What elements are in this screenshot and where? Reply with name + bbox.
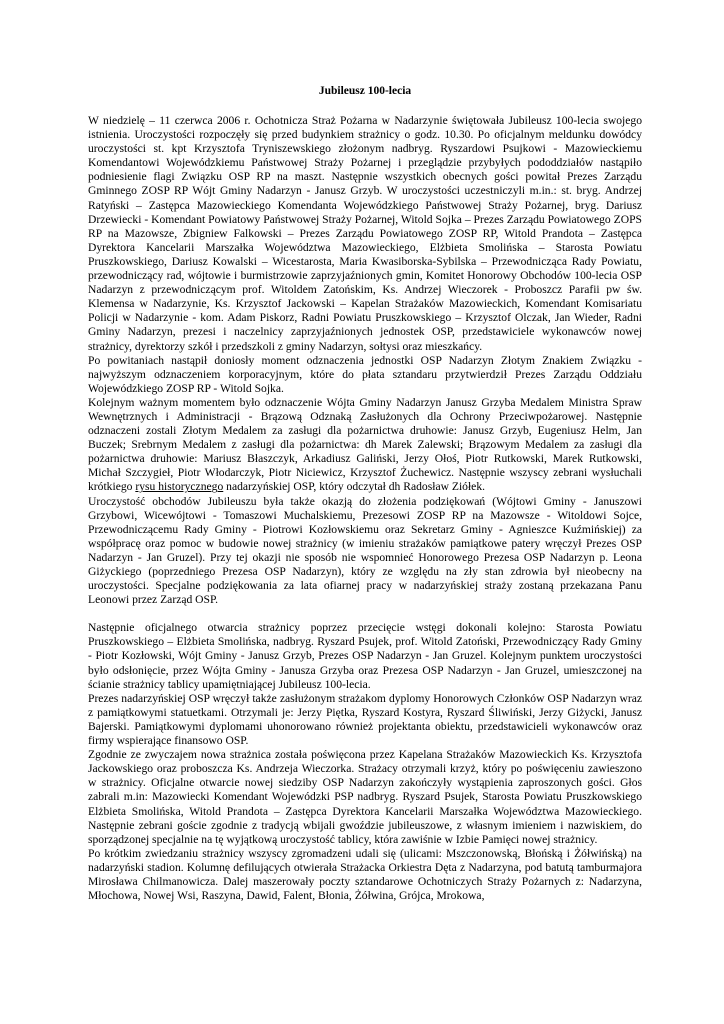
paragraph-honorary-members: Prezes nadarzyńskiej OSP wręczył także zasłużonym strażakom dyplomy Honorowych Członków OSP Nadarzyn wraz z pamiątkowymi statuetkami. Otrzymali je: Jerzy Piętka, Ryszard Kostyra, Ryszard Śliwiński, Jerzy Giżycki, Janusz Bajerski. Pamiątkowymi dyplomami uhonorowano również projektanta obiektu, przedstawicieli wykonawców oraz firmy wspierające finansowo OSP. <box>88 691 642 748</box>
document-page <box>88 84 642 903</box>
paragraph-consecration: Zgodnie ze zwyczajem nowa strażnica została poświęcona przez Kapelana Strażaków Mazowieckich Ks. Krzysztofa Jackowskiego oraz proboszcza Ks. Andrzeja Wieczorka. Strażacy otrzymali krzyż, który po poświęceniu zawieszono w strażnicy. Oficjalne otwarcie nowej siedziby OSP Nadarzyn zakończyły wystąpienia zaproszonych gości. Głos zabrali m.in: Mazowiecki Komendant Wojewódzki PSP nadbryg. Ryszard Psujek, Starosta Powiatu Pruszkowskiego Elżbieta Smolińska, Witold Prandota – Zastępca Dyrektora Kancelarii Marszałka Województwa Mazowieckiego. Następnie zebrani goście zgodnie z tradycją wbijali gwoździe jubileuszowe, z własnym imieniem i nazwiskiem, do sporządzonej specjalnie na tę wyjątkową uroczystość tablicy, która zawiśnie w Izbie Pamięci nowej strażnicy. <box>88 748 642 846</box>
paragraph-ribbon-cutting: Następnie oficjalnego otwarcia strażnicy poprzez przecięcie wstęgi dokonali kolejno: Starosta Powiatu Pruszkowskiego – Elżbieta Smolińska, nadbryg. Ryszard Psujek, prof. Witold Zatoński, Przewodniczący Rady Gminy - Piotr Kozłowski, Wójt Gminy - Janusz Grzyb, Prezes OSP Nadarzyn - Jan Gruzel. Kolejnym punktem uroczystości było odsłonięcie, przez Wójta Gminy - Janusza Grzyba oraz Prezesa OSP Nadarzyn - Jan Gruzel, umieszczonej na ścianie strażnicy tablicy upamiętniającej Jubileusz 100-lecia. <box>88 621 642 691</box>
document-title: Jubileusz 100-lecia <box>318 85 412 97</box>
history-outline-link: rysu historycznego <box>135 480 224 494</box>
paragraph-medals-tail: nadarzyńskiej OSP, który odczytał dh Radosław Ziółek. <box>223 480 486 494</box>
paragraph-medals <box>88 396 642 495</box>
paragraph-intro: W niedzielę – 11 czerwca 2006 r. Ochotnicza Straż Pożarna w Nadarzynie świętowała Jubileusz 100-lecia swojego istnienia. Uroczystości rozpoczęły się przed budynkiem strażnicy o godz. 10.30. Po oficjalnym meldunku dowódcy uroczystości st. kpt Krzysztofa Tryniszewskiego złożonym nadbryg. Ryszardowi Psujkowi - Mazowieckiemu Komendantowi Wojewódzkiemu Państwowej Straży Pożarnej i przeglądzie przybyłych pododdziałów nastąpiło podniesienie flagi Związku OSP RP na maszt. Następnie wszystkich obecnych gości powitał Prezes Zarządu Gminnego ZOSP RP Wójt Gminy Nadarzyn - Janusz Grzyb. W uroczystości uczestniczyli m.in.: st. bryg. Andrzej Ratyński – Zastępca Mazowieckiego Komendanta Wojewódzkiego Państwowej Straży Pożarnej, bryg. Dariusz Drzewiecki - Komendant Powiatowy Państwowej Straży Pożarnej, Witold Sojka – Prezes Zarządu Powiatowego ZOPS RP na Mazowsze, Zbigniew Falkowski – Prezes Zarządu Powiatowego ZOSP RP, Witold Prandota – Zastępca Dyrektora Kancelarii Marszałka Województwa Mazowieckiego, Elżbieta Smolińska – Starosta Powiatu Pruszkowskiego, Dariusz Kowalski – Wicestarosta, Maria Kwasiborska-Sybilska – Przewodnicząca Rady Powiatu, przewodniczący rad, wójtowie i burmistrzowie zaprzyjaźnionych gmin, Komitet Honorowy Obchodów 100-lecia OSP Nadarzyn z przewodniczącym prof. Witoldem Zatońskim, Ks. Andrzej Wieczorek - Proboszcz Parafii pw św. Klemensa w Nadarzynie, Ks. Krzysztof Jackowski – Kapelan Strażaków Mazowieckich, Komendant Komisariatu Policji w Nadarzynie - kom. Adam Piskorz, Radni Powiatu Pruszkowskiego – Krzysztof Olczak, Jan Wieder, Radni Gminy Nadarzyn, prezesi i naczelnicy zaprzyjaźnionych jednostek OSP, przedstawiciele wykonawców nowej strażnicy, dyrektorzy szkół i przedszkoli z gminy Nadarzyn, sołtysi oraz mieszkańcy. <box>88 114 642 353</box>
paragraph-parade: Po krótkim zwiedzaniu strażnicy wszyscy zgromadzeni udali się (ulicami: Mszczonowską, Błońską i Żółwińską) na nadarzyński stadion. Kolumnę defilujących otwierała Strażacka Orkiestra Dęta z Nadarzyna, pod batutą tamburmajora Mirosława Chilmanowicza. Dalej maszerowały poczty sztandarowe Ochotniczych Straży Pożarnych z: Nadarzyna, Młochowa, Nowej Wsi, Raszyna, Dawid, Falent, Błonia, Żółwina, Grójca, Mrokowa, <box>88 846 642 903</box>
paragraph-medals-text: Kolejnym ważnym momentem było odznaczenie Wójta Gminy Nadarzyn Janusz Grzyba Medalem Ministra Spraw Wewnętrznych i Administracji - Brązową Odznaką Zasłużonych dla Ochrony Przeciwpożarowej. Następnie odznaczeni zostali Złotym Medalem za zasługi dla pożarnictwa druhowie: Janusz Grzyb, Eugeniusz Helm, Jan Buczek; Srebrnym Medalem z zasługi dla pożarnictwa: dh Marek Zalewski; Brązowym Medalem za zasługi dla pożarnictwa druhowie: Mariusz Błaszczyk, Arkadiusz Galiński, Jerzy Ołoś, Piotr Rutkowski, Marek Rutkowski, Michał Szczygieł, Piotr Włodarczyk, Piotr Niciewicz, Krzysztof Żuchewicz. Następnie wszyscy zebrani wysłuchali krótkiego <box>88 395 642 494</box>
paragraph-spacer <box>88 607 642 621</box>
paragraph-thanks: Uroczystość obchodów Jubileuszu była także okazją do złożenia podziękowań (Wójtowi Gminy - Januszowi Grzybowi, Wicewójtowi - Tomaszowi Muchalskiemu, Prezesowi ZOSP RP na Mazowsze - Witoldowi Sojce, Przewodniczącemu Rady Gminy - Piotrowi Kozłowskiemu oraz Sekretarz Gminy - Agnieszce Kuźmińskiej) za współpracę oraz pomoc w budowie nowej strażnicy (w imieniu strażaków pamiątkowe patery wręczył Prezes OSP Nadarzyn - Jan Gruzel). Przy tej okazji nie sposób nie wspomnieć Honorowego Prezesa OSP Nadarzyn p. Leona Giżyckiego (poprzedniego Prezesa OSP Nadarzyn), który ze względu na zły stan zdrowia był nieobecny na uroczystości. Specjalne podziękowania za lata ofiarnej pracy w nadarzyńskiej straży zostaną przekazana Panu Leonowi przez Zarząd OSP. <box>88 494 642 607</box>
paragraph-golden-sign: Po powitaniach nastąpił doniosły moment odznaczenia jednostki OSP Nadarzyn Złotym Znakiem Związku - najwyższym odznaczeniem korporacyjnym, które do płata sztandaru przytwierdził Prezes Zarządu Oddziału Wojewódzkiego ZOSP RP - Witold Sojka. <box>88 353 642 395</box>
